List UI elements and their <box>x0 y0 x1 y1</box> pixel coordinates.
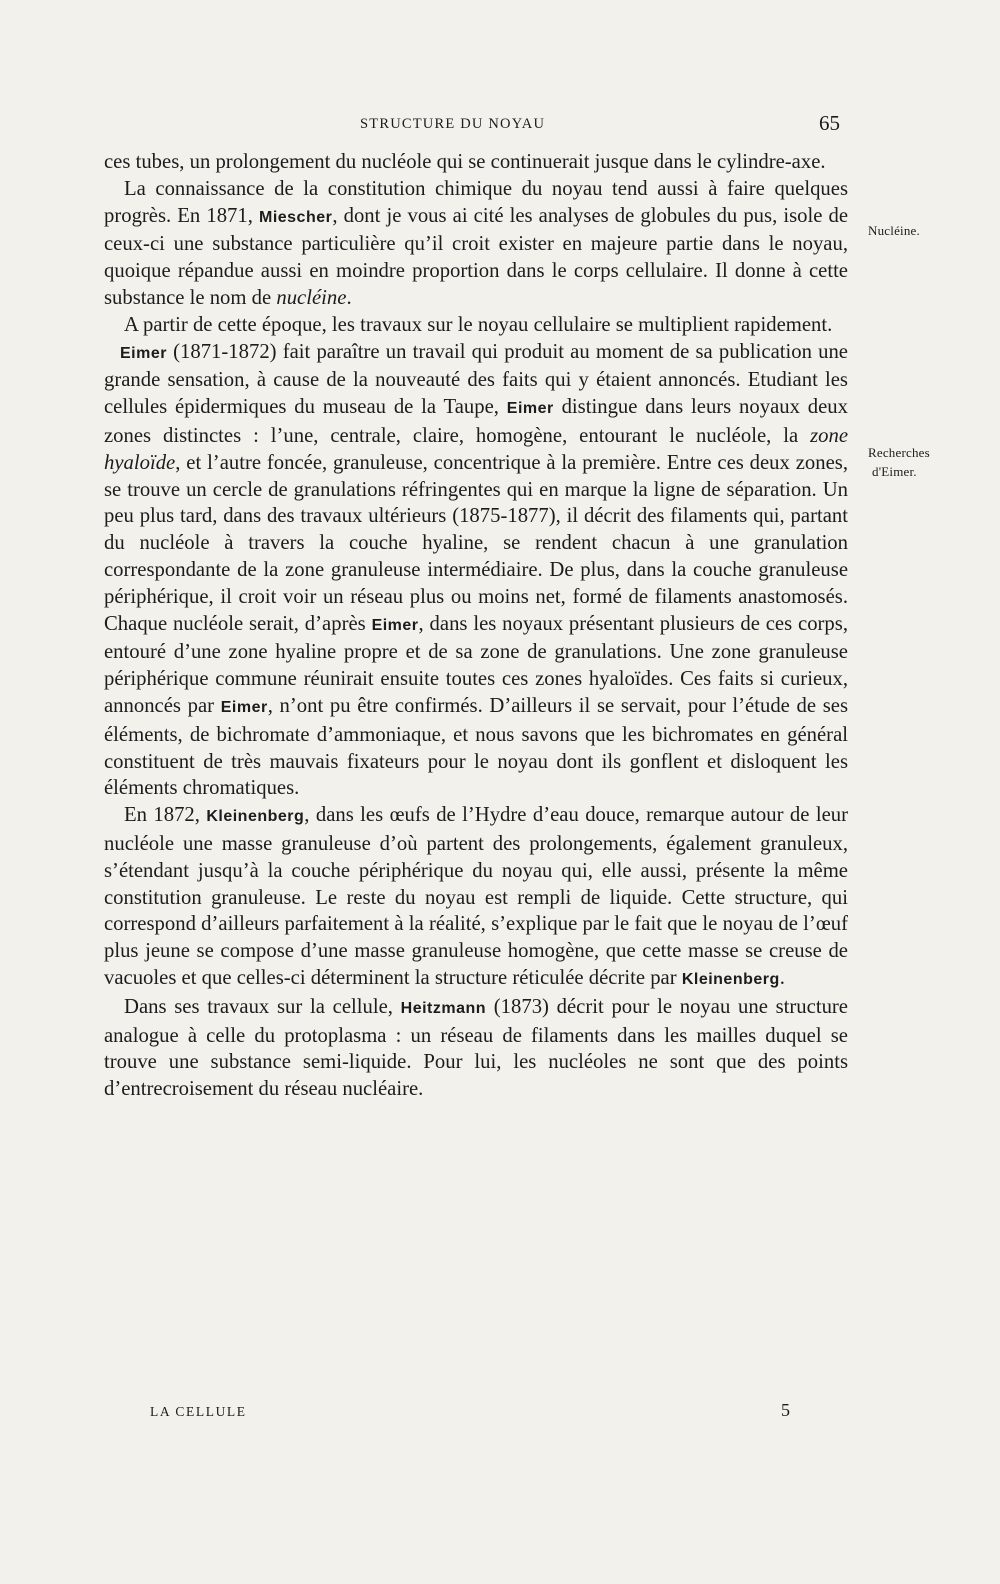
paragraph-nucleine <box>104 176 848 312</box>
paragraph-kleinenberg <box>104 802 848 994</box>
text-run: En 1872, <box>124 804 207 827</box>
paragraph-eimer <box>104 339 848 803</box>
author-name-eimer: Eimer <box>120 344 167 362</box>
author-name-eimer: Eimer <box>371 616 419 634</box>
page-number: 65 <box>819 111 840 135</box>
term-nucleine: nucléine <box>276 286 347 309</box>
author-name-miescher: Miescher <box>258 208 333 226</box>
text-run: , dans les œufs de l’Hydre d’eau douce, remarque autour de leur nucléole une masse granuleuse d’où partent des prolongements, également granuleux, s’étendant jusqu’à la couche périphérique du noyau qui, elle aussi, présente la même constitution granuleuse. Le reste du noyau est rempli de liquide. Cette structure, qui correspond d’ailleurs parfaitement à la réalité, s’explique par le fait que le noyau de l’œuf plus jeune se compose d’une masse granuleuse homogène, que cette masse se creuse de vacuoles et que celles-ci déterminent la structure réticulée décrite par <box>104 804 848 989</box>
signature-title: LA CELLULE <box>150 1404 247 1419</box>
author-name-heitzmann: Heitzmann <box>400 999 487 1017</box>
body-text <box>104 149 848 1103</box>
margin-note-nucleine: Nucléine. <box>868 223 920 238</box>
text-run: , dans les noyaux présentant plusieurs de ces corps, entouré d’une zone hyaline propre et de sa zone de granulations. Une zone granuleuse périphérique commune réunirait ensuite toutes ces zones hyaloïdes. Ces faits si curieux, annoncés par <box>104 612 849 717</box>
paragraph-heitzmann <box>104 994 848 1103</box>
term-zone-hyaloide: zone hyaloïde <box>104 424 848 474</box>
running-head: STRUCTURE DU NOYAU <box>360 116 546 132</box>
author-name-eimer: Eimer <box>506 400 554 418</box>
author-name-kleinenberg: Kleinenberg <box>681 970 780 988</box>
text-run: (1873) décrit pour le noyau une structure analogue à celle du protoplasma : un réseau de filaments dans les mailles duquel se trouve une substance semi-liquide. Pour lui, les nucléoles ne sont que des points d’entrecroisement du réseau nucléaire. <box>104 995 848 1101</box>
author-name-eimer: Eimer <box>220 698 268 716</box>
text-run: , n’ont pu être confirmés. D’ailleurs il se servait, pour l’étude de ses éléments, de bichromate d’ammoniaque, et nous savons que les bichromates en général constituent de très mauvais fixateurs pour le noyau dont ils gonflent et disloquent les éléments chromatiques. <box>104 694 848 800</box>
margin-note-eimer <box>868 443 930 481</box>
text-run: La connaissance de la constitution chimique du noyau tend aussi à faire quelques progrès. En 1871, <box>104 177 848 227</box>
author-name-kleinenberg: Kleinenberg <box>206 808 305 826</box>
signature-number: 5 <box>781 1400 790 1420</box>
text-run: . <box>779 966 785 989</box>
text-run: distingue dans leurs noyaux deux zones distinctes : l’une, centrale, claire, homogène, entourant le nucléole, la <box>104 396 848 447</box>
text-run: Dans ses travaux sur la cellule, <box>124 995 401 1018</box>
paragraph-continuation: ces tubes, un prolongement du nucléole qui se continuerait jusque dans le cylindre-axe. <box>104 151 826 173</box>
margin-note-eimer-line1: Recherches <box>868 445 930 460</box>
text-run: (1871-1872) fait paraître un travail qui produit au moment de sa publication une grande sensation, à cause de la nouveauté des faits qui y étaient annoncés. Etudiant les cellules épidermiques du museau de la Taupe, <box>104 340 848 419</box>
text-run: , et l’autre foncée, granuleuse, concentrique à la première. Entre ces deux zones, se trouve un cercle de granulations réfringentes qui en marque la ligne de séparation. Un peu plus tard, dans des travaux ultérieurs (1875-1877), il décrit des filaments qui, partant du nucléole à travers la couche hyaline, se rendent chacun à une granulation correspondante de la zone granuleuse intermédiaire. De plus, dans la couche granuleuse périphérique, il croit voir un réseau plus ou moins net, formé de filaments anastomosés. Chaque nucléole serait, d’après <box>104 451 848 635</box>
margin-note-eimer-line2: d'Eimer. <box>872 464 917 479</box>
text-run: , dont je vous ai cité les analyses de globules du pus, isole de ceux-ci une substance particulière qu’il croit exister en majeure partie dans le noyau, quoique répandue aussi en moindre proportion dans le corps cellulaire. Il donne à cette substance le nom de <box>104 204 849 309</box>
text-run: . <box>346 286 352 309</box>
paragraph-epoque: A partir de cette époque, les travaux sur le noyau cellulaire se multiplient rapidement. <box>124 313 833 336</box>
